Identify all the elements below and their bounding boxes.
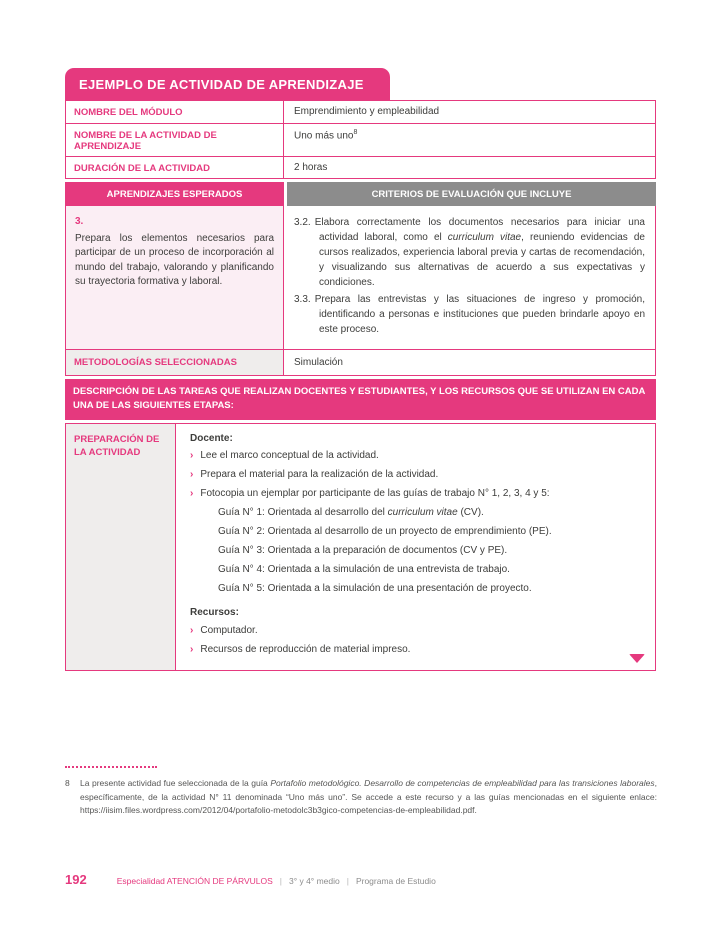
preparation-content: [176, 424, 655, 670]
recursos-item-text: Computador.: [200, 624, 258, 636]
activity-info-table: [65, 100, 656, 179]
guide-text-italic: curriculum vitae: [387, 506, 458, 518]
footer-separator: |: [279, 876, 282, 886]
guide-item: [218, 525, 641, 538]
guide-text: Guía N° 2: Orientada al desarrollo de un proyecto de emprendimiento (PE).: [218, 525, 552, 537]
docente-item-text: Lee el marco conceptual de la actividad.: [200, 449, 379, 461]
table-row: [66, 123, 655, 156]
footer-meta: [117, 876, 436, 886]
guide-text: (CV).: [457, 506, 484, 518]
recursos-heading: Recursos:: [190, 606, 239, 618]
learning-criteria-row: [65, 206, 656, 350]
footnote-divider: [65, 766, 157, 768]
methodologies-row: [65, 350, 656, 376]
duration-value: 2 horas: [294, 162, 328, 173]
expected-learning-header: APRENDIZAJES ESPERADOS: [65, 182, 284, 206]
bullet-icon: ›: [190, 624, 194, 636]
page-title: EJEMPLO DE ACTIVIDAD DE APRENDIZAJE: [65, 68, 390, 100]
table-row: [66, 101, 655, 123]
guide-text: Guía N° 5: Orientada a la simulación de una presentación de proyecto.: [218, 582, 532, 594]
expected-learning-cell: [66, 206, 284, 349]
footnote-text-italic: Portafolio metodológico. Desarrollo de competencias de empleabilidad para las transiciones laborales: [270, 778, 655, 788]
activity-name-label: NOMBRE DE LA ACTIVIDAD DE APRENDIZAJE: [66, 124, 284, 156]
guide-item: [218, 563, 641, 576]
footnote-text-segment: , específicamente, de la actividad N° 11 denominada “Uno más uno”. Se accede a este recurso y a las guías mencionadas en el siguiente enlace: https://iisim.files.wordpress.com/2012/04/portafolio-metodolc3b3gico-competencias-de-empleabilidad.pdf.: [80, 778, 658, 816]
evaluation-criteria-header: CRITERIOS DE EVALUACIÓN QUE INCLUYE: [287, 182, 656, 206]
docente-heading: Docente:: [190, 432, 233, 444]
methodologies-value: Simulación: [294, 357, 343, 368]
criteria-number: 3.3.: [294, 294, 311, 305]
tasks-description-band: DESCRIPCIÓN DE LAS TAREAS QUE REALIZAN DOCENTES Y ESTUDIANTES, Y LOS RECURSOS QUE SE UTILIZAN EN CADA UNA DE LAS SIGUIENTES ETAPAS:: [65, 379, 656, 420]
guide-item: [218, 506, 641, 519]
guide-text: Guía N° 4: Orientada a la simulación de una entrevista de trabajo.: [218, 563, 510, 575]
footer-separator: |: [346, 876, 349, 886]
footnote-text: [80, 777, 657, 818]
footnote-block: [65, 766, 657, 818]
duration-label: DURACIÓN DE LA ACTIVIDAD: [66, 157, 284, 178]
bullet-icon: ›: [190, 468, 194, 480]
preparation-label: PREPARACIÓN DE LA ACTIVIDAD: [66, 424, 176, 670]
expected-learning-text: Prepara los elementos necesarios para participar de un proceso de incorporación al mundo del trabajo, valorando y planificando su trayectoria formativa y laboral.: [75, 232, 274, 287]
program-name: Programa de Estudio: [355, 876, 436, 886]
criteria-text: , reuniendo evidencias de cursos realizados, experiencia laboral previa y cartas de recomendación, y visualizando sus alternativas de acuerdo a sus expectativas y condiciones.: [319, 232, 645, 288]
methodologies-label: METODOLOGÍAS SELECCIONADAS: [66, 350, 284, 375]
footnote-text-segment: La presente actividad fue seleccionada de la guía: [80, 778, 271, 788]
list-item: [190, 449, 641, 462]
specialty-name: ATENCIÓN DE PÁRVULOS: [166, 876, 273, 886]
bullet-icon: ›: [190, 643, 194, 655]
preparation-row: [65, 423, 656, 671]
docente-item-text: Fotocopia un ejemplar por participante de las guías de trabajo N° 1, 2, 3, 4 y 5:: [200, 487, 550, 499]
specialty-prefix: Especialidad: [116, 876, 167, 886]
expected-learning-number: 3.: [75, 216, 84, 227]
list-item: [190, 643, 641, 656]
list-item: [190, 624, 641, 637]
guide-text: Guía N° 3: Orientada a la preparación de documentos (CV y PE).: [218, 544, 508, 556]
section-header-row: [65, 182, 656, 206]
recursos-item-text: Recursos de reproducción de material impreso.: [200, 643, 411, 655]
bullet-icon: ›: [190, 449, 194, 461]
list-item: [190, 487, 641, 500]
criteria-text: Prepara las entrevistas y las situaciones de ingreso y promoción, identificando a personas e instituciones que pueden brindarle apoyo en este proceso.: [314, 294, 645, 335]
activity-name-text: Uno más uno: [294, 130, 354, 142]
evaluation-criteria-cell: [284, 206, 655, 349]
activity-name-value: [284, 124, 655, 156]
criteria-item: [294, 215, 645, 290]
bullet-icon: ›: [190, 487, 194, 499]
module-name-label: NOMBRE DEL MÓDULO: [66, 101, 284, 123]
table-continues-arrow-icon: [629, 654, 645, 663]
footnote-ref: 8: [353, 129, 358, 136]
guide-text: Guía N° 1: Orientada al desarrollo del: [218, 506, 388, 518]
guide-item: [218, 544, 641, 557]
criteria-item: [294, 292, 645, 337]
grade-level: 3° y 4° medio: [288, 876, 340, 886]
criteria-number: 3.2.: [294, 217, 311, 228]
footnote: [65, 777, 657, 818]
list-item: [190, 468, 641, 481]
activity-sheet: [65, 68, 656, 671]
page-number: 192: [65, 872, 87, 887]
criteria-text-italic: curriculum vitae: [447, 232, 522, 243]
guide-item: [218, 582, 641, 595]
page-footer: [65, 872, 657, 887]
module-name-value: Emprendimiento y empleabilidad: [294, 106, 440, 117]
footnote-number: 8: [65, 778, 70, 788]
criteria-text: Elabora correctamente los documentos necesarios para iniciar una actividad laboral, como el: [314, 217, 645, 243]
table-row: [66, 156, 655, 178]
docente-item-text: Prepara el material para la realización de la actividad.: [200, 468, 439, 480]
